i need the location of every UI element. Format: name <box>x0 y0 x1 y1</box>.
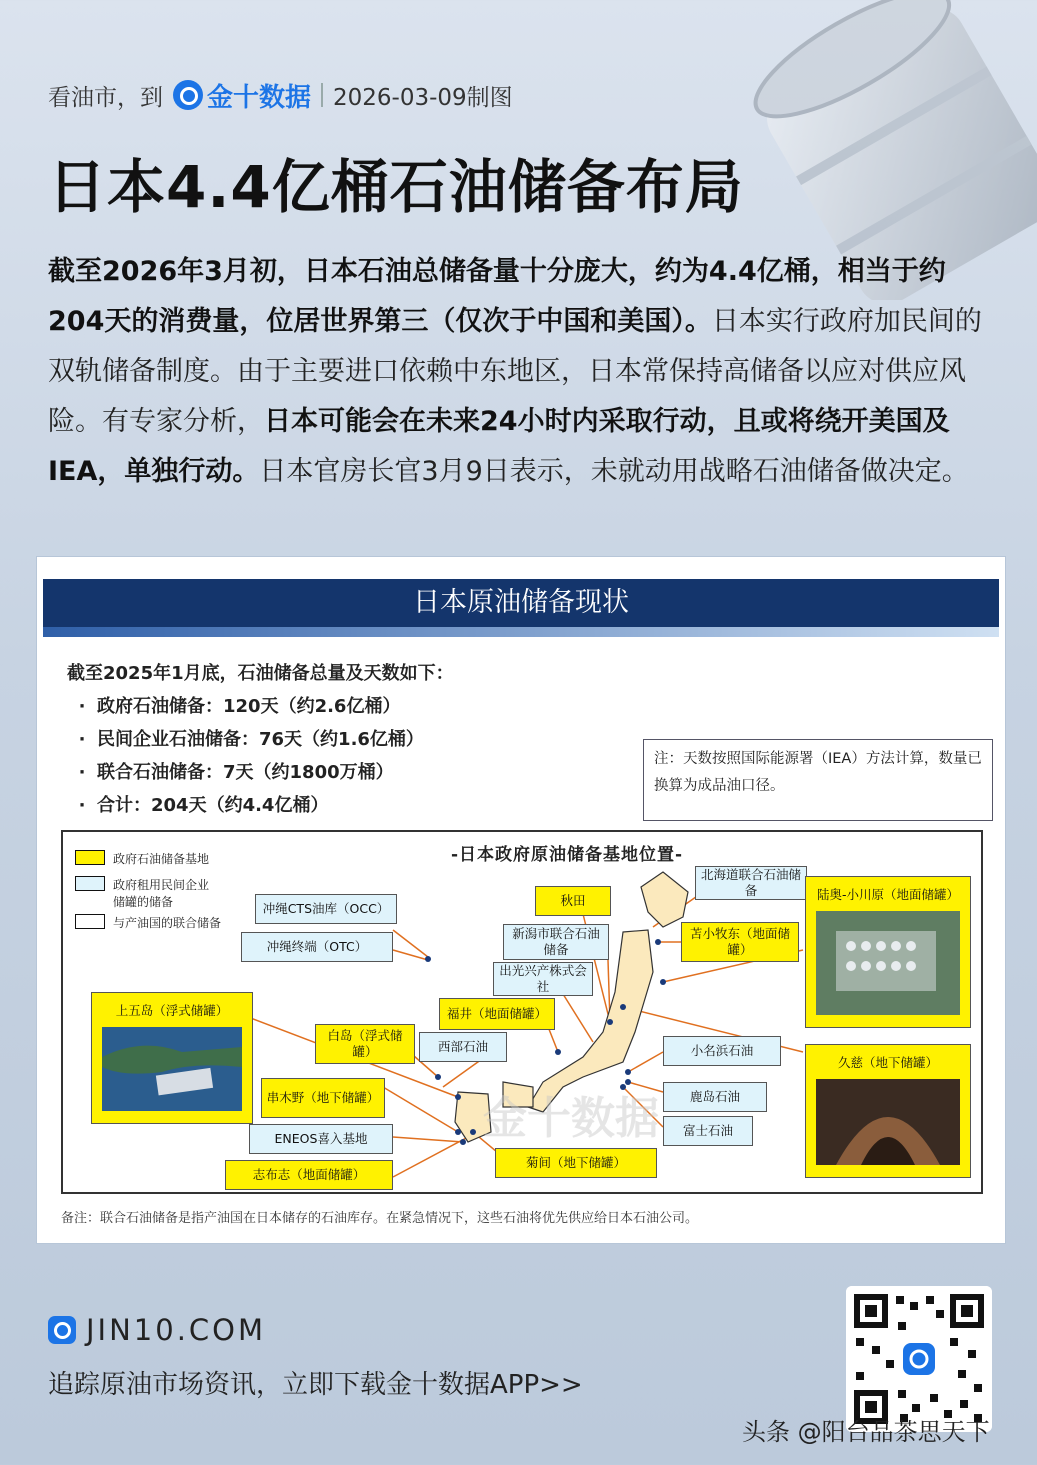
header <box>48 78 513 112</box>
download-slogan[interactable]: 追踪原油市场资讯，立即下载金十数据APP>> <box>48 1370 583 1400</box>
card-footnote: 备注：联合石油储备是指产油国在日本储存的石油库存。在紧急情况下，这些石油将优先供应给日本石油公司。 <box>61 1211 699 1226</box>
heading-underline <box>43 627 999 637</box>
photo-box-kamigoto <box>91 992 253 1124</box>
bullet: · <box>78 762 86 783</box>
label-eneos: ENEOS喜入基地 <box>249 1124 393 1154</box>
jin10-logo-icon <box>48 1316 76 1344</box>
map-title: -日本政府原油储备基地位置- <box>451 845 684 865</box>
divider <box>321 83 323 107</box>
qr-code-icon[interactable] <box>846 1286 992 1432</box>
mutsu-photo <box>816 911 960 1015</box>
label-akita: 秋田 <box>535 886 611 916</box>
site-url: JIN10.COM <box>86 1313 267 1347</box>
stat-text: 民间企业石油储备：76天（约1.6亿桶） <box>97 729 424 750</box>
stat-item <box>67 723 454 756</box>
label-hokkaido: 北海道联合石油储备 <box>695 866 807 900</box>
legend-label: 政府石油储备基地 <box>113 852 210 866</box>
label-onahama: 小名浜石油 <box>663 1036 781 1066</box>
label-fukui: 福井（地面储罐） <box>439 998 555 1030</box>
label-idemitsu: 出光兴产株式会社 <box>493 962 593 996</box>
label-kushikino: 串木野（地下储罐） <box>261 1078 385 1118</box>
bullet: · <box>78 795 86 816</box>
page-title: 日本4.4亿桶石油储备布局 <box>48 153 744 221</box>
label-tomakomai: 苫小牧东（地面储罐） <box>681 922 799 962</box>
legend-label: 与产油国的联合储备 <box>113 916 222 930</box>
watermark: 金十数据 <box>483 1093 659 1144</box>
stat-item <box>67 756 454 789</box>
site-link[interactable] <box>48 1313 266 1347</box>
stats-intro: 截至2025年1月底，石油储备总量及天数如下： <box>67 663 454 684</box>
label-okinawa-cts: 冲绳CTS油库（OCC） <box>255 894 397 924</box>
stat-item <box>67 789 454 822</box>
bullet: · <box>78 696 86 717</box>
label-niigata: 新潟市联合石油储备 <box>503 924 609 960</box>
intro-plain-1: 日本实行政府加民间的双轨储备制度。由于主要进口依赖中东地区，日本常保持高储备以应对供应风险。有专家分析， <box>48 306 982 437</box>
note-box: 注：天数按照国际能源署（IEA）方法计算，数量已换算为成品油口径。 <box>643 739 993 821</box>
label-shirashima: 白岛（浮式储罐） <box>315 1024 415 1064</box>
stat-text: 联合石油储备：7天（约1800万桶） <box>97 762 394 783</box>
source-credit: 头条 @阳台品茶思天下 <box>742 1418 990 1446</box>
label-shibushi: 志布志（地面储罐） <box>225 1160 393 1190</box>
stats-list <box>67 657 454 822</box>
stat-text: 政府石油储备：120天（约2.6亿桶） <box>97 696 401 717</box>
photo-title: 陆奥-小川原（地面储罐） <box>816 887 959 902</box>
intro-plain-2: 日本官房长官3月9日表示，未就动用战略石油储备做决定。 <box>259 456 969 487</box>
stat-item <box>67 690 454 723</box>
brand-logo-link[interactable] <box>173 77 311 114</box>
reserve-status-card <box>36 556 1006 1244</box>
bullet: · <box>78 729 86 750</box>
header-prefix: 看油市，到 <box>48 84 163 111</box>
brand-icon <box>173 80 203 110</box>
intro-bold-1: 截至2026年3月初，日本石油总储备量十分庞大，约为4.4亿桶，相当于约204天的消费量，位居世界第三（仅次于中国和美国）。 <box>48 256 946 337</box>
label-kikuma: 菊间（地下储罐） <box>495 1148 657 1178</box>
label-fuji: 富士石油 <box>663 1116 753 1146</box>
photo-title: 久慈（地下储罐） <box>837 1055 938 1070</box>
stat-text: 合计：204天（约4.4亿桶） <box>97 795 329 816</box>
photo-title: 上五岛（浮式储罐） <box>115 1003 229 1018</box>
photo-box-kuji <box>805 1044 971 1178</box>
kuji-photo <box>816 1079 960 1165</box>
photo-box-mutsu <box>805 876 971 1028</box>
intro-paragraph <box>48 247 998 497</box>
label-okinawa-otc: 冲绳终端（OTC） <box>241 932 393 962</box>
kamigoto-photo <box>102 1027 242 1111</box>
reserve-base-map <box>61 830 983 1194</box>
card-heading: 日本原油储备现状 <box>43 579 999 627</box>
label-seibu: 西部石油 <box>419 1032 507 1062</box>
legend-label: 政府租用民间企业储罐的储备 <box>113 878 210 909</box>
brand-name: 金十数据 <box>207 82 312 113</box>
header-date: 2026-03-09制图 <box>333 84 513 111</box>
intro-bold-2: 日本可能会在未来24小时内采取行动，且或将绕开美国及IEA，单独行动。 <box>48 406 950 487</box>
label-kashima: 鹿岛石油 <box>663 1082 767 1112</box>
